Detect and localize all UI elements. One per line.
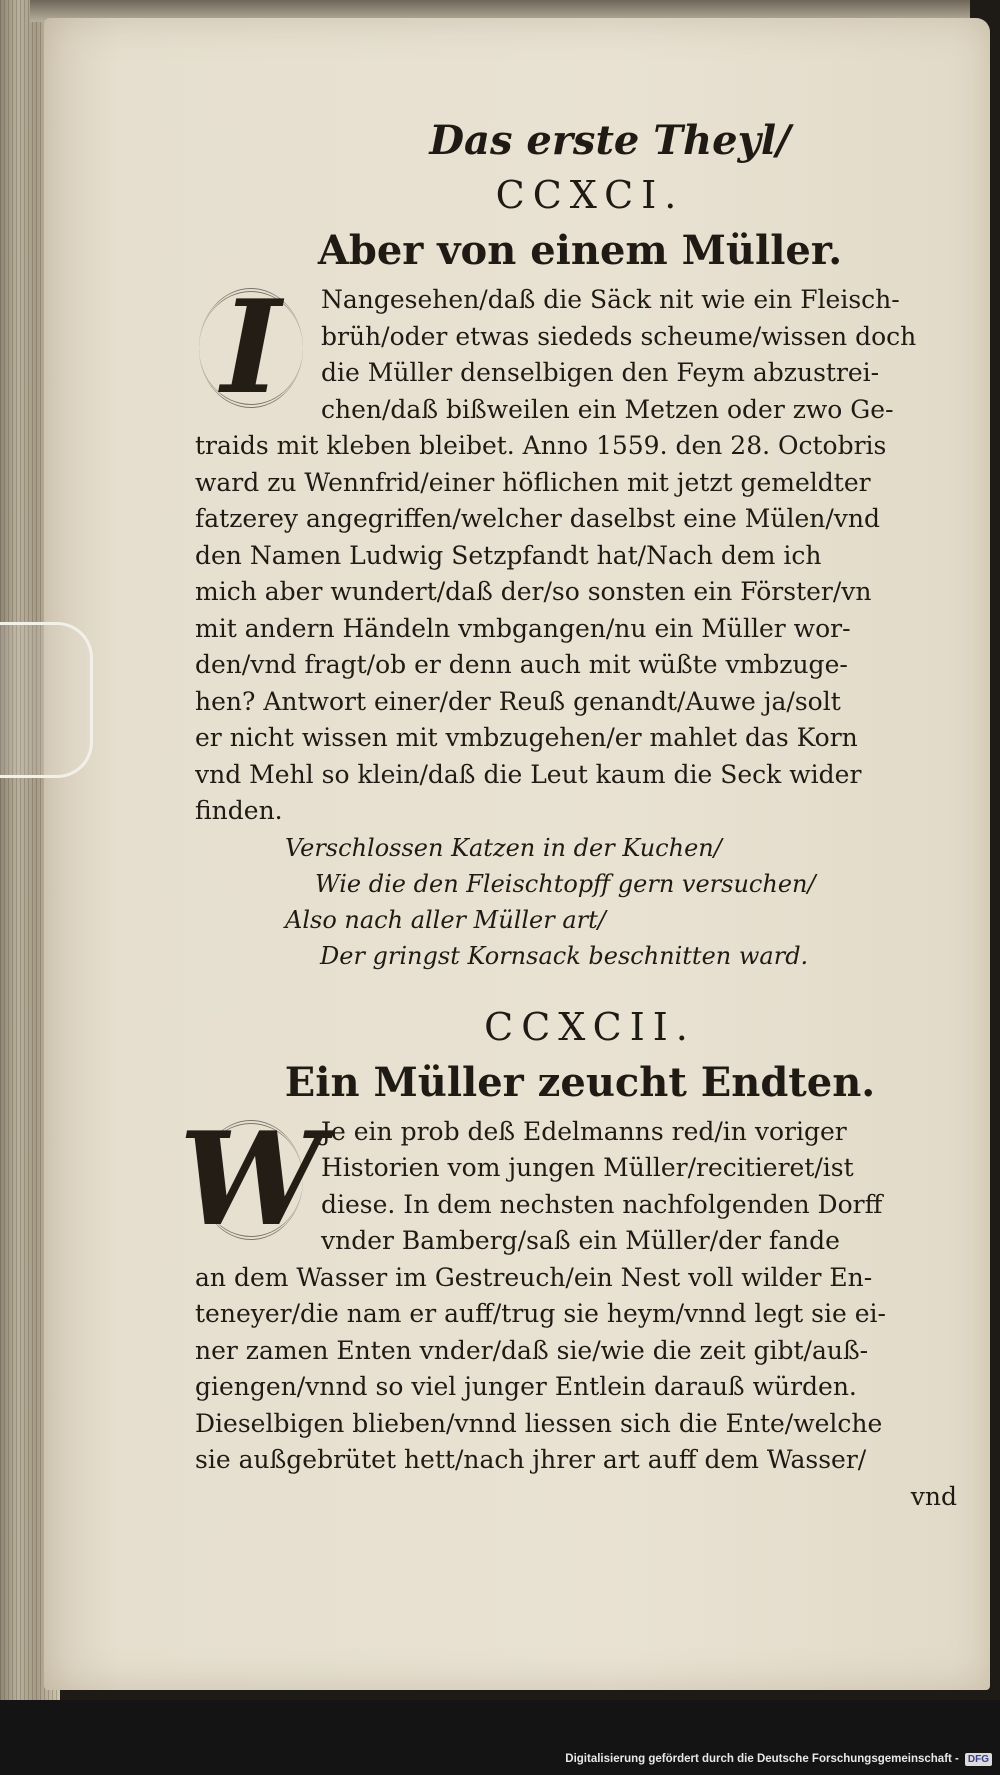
text-line: er nicht wissen mit vmbzugehen/er mahlet das Korn [195,723,858,752]
verse-line: Der gringst Kornsack beschnitten ward. [320,941,809,970]
text-line: chen/daß bißweilen ein Metzen oder zwo Ge- [321,394,894,424]
verse-line: Verschlossen Katzen in der Kuchen/ [285,833,722,862]
text-line: finden. [195,796,283,825]
text-line: Dieselbigen blieben/vnnd liessen sich die Ente/welche [195,1408,883,1438]
text-line: den Namen Ludwig Setzpfandt hat/Nach dem ich [195,540,822,570]
chapter-heading-2: Ein Müller zeucht Endten. [284,1058,876,1106]
drop-cap-initial-2: W [179,1104,323,1255]
page-tab-marker [0,622,93,778]
text-line: mich aber wundert/daß der/so sonsten ein Förster/vn [195,577,872,606]
chapter-numeral-1: CCXCI. [495,173,685,217]
text-line: diese. In dem nechsten nachfolgenden Dorff [321,1189,883,1219]
text-line: den/vnd fragt/ob er denn auch mit wüßte vmbzuge- [195,650,848,679]
text-line: teneyer/die nam er auff/trug sie heym/vnnd legt sie ei- [195,1299,886,1328]
text-line: ward zu Wennfrid/einer höflichen mit jetzt gemeldter [195,467,871,497]
text-line: sie außgebrütet hett/nach jhrer art auff dem Wasser/ [195,1445,867,1474]
verse-line: Also nach aller Müller art/ [285,905,606,934]
text-line: vnd Mehl so klein/daß die Leut kaum die Seck wider [195,759,862,789]
page-content [179,112,965,1515]
text-line: brüh/oder etwas siededs scheume/wissen doch [321,321,917,351]
running-head: Das erste Theyl/ [429,117,791,164]
text-line: an dem Wasser im Gestreuch/ein Nest voll wilder En- [195,1262,873,1292]
text-line: traids mit kleben bleibet. Anno 1559. den 28. Octobris [195,431,887,460]
text-line: vnder Bamberg/saß ein Müller/der fande [321,1226,840,1255]
text-line: die Müller denselbigen den Feym abzustrei- [321,358,880,387]
text-line: fatzerey angegriffen/welcher daselbst eine Mülen/vnd [195,504,881,533]
catchword: vnd [910,1481,957,1511]
drop-cap-initial-1: I [195,284,307,412]
text-line: Je ein prob deß Edelmanns red/in voriger [321,1116,847,1146]
digitization-footer [0,1746,1000,1772]
footer-credit: Digitalisierung gefördert durch die Deutsche Forschungsgemeinschaft - [565,1753,959,1765]
paragraph-2 [179,1104,965,1479]
chapter-numeral-2: CCXCII. [484,1004,696,1049]
text-line: giengen/vnnd so viel junger Entlein darauß würden. [195,1372,857,1401]
text-line: Historien vom jungen Müller/recitieret/ist [321,1153,854,1182]
paragraph-1 [195,273,965,830]
chapter-heading-1: Aber von einem Müller. [317,227,843,274]
text-line: Nangesehen/daß die Säck nit wie ein Fleisch- [321,285,900,314]
text-line: hen? Antwort einer/der Reuß genandt/Auwe ja/solt [195,686,841,716]
verse-line: Wie die den Fleischtopff gern versuchen/ [315,869,816,898]
dfg-logo: DFG [965,1753,992,1766]
text-line: mit andern Händeln vmbgangen/nu ein Müller wor- [195,613,851,643]
verse-block [195,830,965,974]
text-line: ner zamen Enten vnder/daß sie/wie die zeit gibt/auß- [195,1335,869,1365]
